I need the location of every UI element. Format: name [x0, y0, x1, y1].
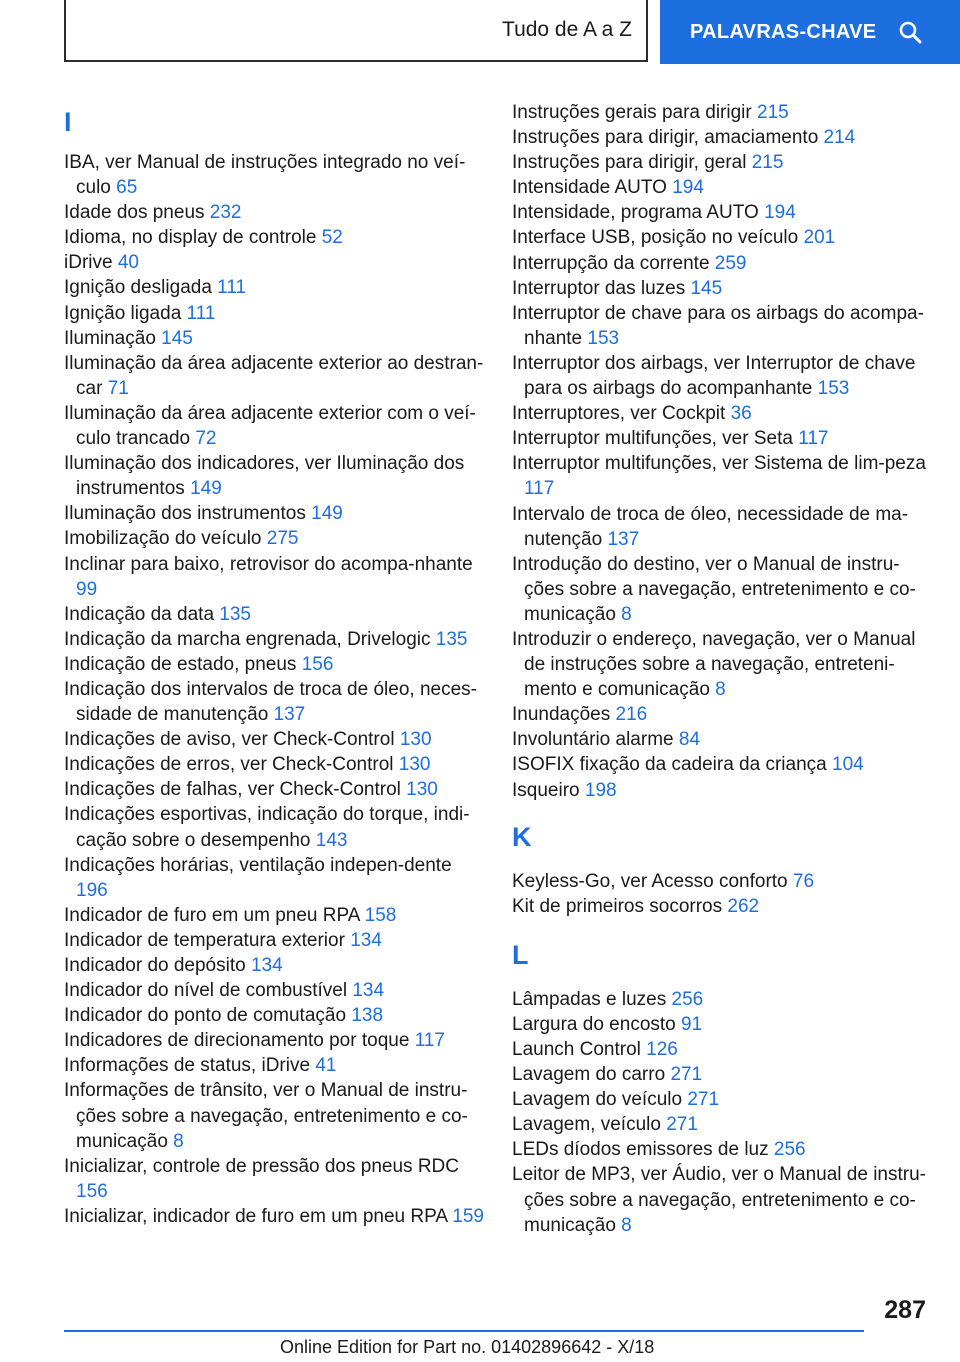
index-entry [64, 301, 484, 326]
page-link[interactable]: 111 [186, 302, 216, 324]
entry-text: Introdução do destino, ver o Manual de instru-ções sobre a navegação, entretenimento e co-municação [512, 553, 916, 625]
page-link[interactable]: 196 [76, 879, 108, 901]
index-entry [64, 225, 484, 250]
index-entry [64, 802, 484, 852]
entry-text: Indicação de estado, pneus [64, 653, 297, 675]
section-letter-l: L [512, 939, 529, 970]
page-link[interactable]: 138 [351, 1005, 384, 1027]
index-entry [64, 853, 484, 903]
index-entry [64, 275, 484, 300]
page-link[interactable]: 215 [751, 152, 784, 174]
entry-text: Iluminação dos indicadores, ver Iluminação dos instrumentos [64, 453, 465, 500]
page-link[interactable]: 36 [730, 403, 752, 425]
page-link[interactable]: 256 [773, 1139, 806, 1161]
entry-text: Iluminação [64, 327, 156, 349]
page-link[interactable]: 117 [414, 1030, 445, 1052]
page-link[interactable]: 149 [311, 503, 343, 525]
index-entry [512, 301, 930, 351]
index-entry [64, 1028, 484, 1053]
page-link[interactable]: 145 [161, 327, 193, 349]
page-link[interactable]: 130 [399, 729, 432, 751]
page-number: 287 [884, 1296, 926, 1324]
page-link[interactable]: 215 [757, 102, 789, 123]
search-icon [898, 20, 922, 44]
page-link[interactable]: 194 [672, 177, 704, 199]
entry-text: Informações de trânsito, ver o Manual de instru-ções sobre a navegação, entretenimento e co-municação [64, 1080, 468, 1152]
page-link[interactable]: 72 [195, 428, 217, 450]
page-link[interactable]: 84 [678, 729, 701, 751]
page-link[interactable]: 134 [250, 955, 283, 976]
index-column-left [64, 100, 484, 1229]
page-link[interactable]: 137 [273, 704, 306, 726]
entries-l [512, 987, 930, 1238]
tab-keywords[interactable] [660, 0, 960, 64]
index-entry [512, 175, 930, 200]
page-link[interactable]: 40 [117, 252, 139, 274]
entry-text: Idade dos pneus [64, 202, 205, 224]
index-entry [64, 1053, 484, 1078]
index-entry [64, 652, 484, 677]
entry-text: Indicações de aviso, ver Check-Control [64, 729, 395, 751]
page-link[interactable]: 271 [687, 1089, 720, 1111]
entry-text: Iluminação da área adjacente exterior ao destran-car [64, 352, 484, 399]
entry-text: Interruptor multifunções, ver Sistema de lim-peza [512, 453, 926, 475]
index-entry [512, 727, 930, 752]
page-link[interactable]: 143 [315, 829, 348, 851]
index-entry [512, 1137, 930, 1162]
page-link[interactable]: 8 [173, 1130, 184, 1152]
entry-text: Iluminação da área adjacente exterior com o veí-culo trancado [64, 402, 476, 450]
index-entry [512, 1012, 930, 1037]
index-entry [64, 526, 484, 551]
index-entry [512, 351, 930, 401]
page-link[interactable]: 145 [690, 277, 723, 299]
index-entry [512, 778, 930, 803]
entry-text: Instruções para dirigir, amaciamento [512, 127, 819, 149]
entry-text: iDrive [64, 252, 113, 274]
index-entry [512, 1162, 930, 1237]
entry-text: Keyless-Go, ver Acesso conforto [512, 870, 788, 892]
entry-text: Indicações de erros, ver Check-Control [64, 754, 394, 776]
entry-text: Interruptor multifunções, ver Seta [512, 428, 793, 450]
entry-text: Indicador do ponto de comutação [64, 1005, 347, 1027]
index-entry [64, 928, 484, 953]
page-link[interactable]: 76 [792, 870, 815, 892]
entry-text: Leitor de MP3, ver Áudio, ver o Manual de instru-ções sobre a navegação, entretenimento e co-municação [512, 1164, 926, 1236]
page-link[interactable]: 71 [107, 377, 129, 399]
index-entry [64, 978, 484, 1003]
entry-text: IBA, ver Manual de instruções integrado no veí-culo [64, 152, 466, 199]
page-link[interactable]: 156 [301, 653, 334, 675]
entry-text: Instruções gerais para dirigir [512, 102, 752, 123]
page-link[interactable]: 149 [190, 478, 222, 500]
index-entry [512, 702, 930, 727]
page-link[interactable]: 8 [621, 1214, 632, 1236]
index-entry [512, 426, 930, 451]
entry-text: Indicador de furo em um pneu RPA [64, 904, 360, 926]
page-link[interactable]: 65 [116, 177, 138, 199]
page-link[interactable]: 41 [315, 1055, 337, 1077]
index-entry [512, 869, 930, 894]
page-link[interactable]: 117 [798, 428, 829, 450]
entry-text: Imobilização do veículo [64, 528, 262, 550]
index-column-right [512, 100, 930, 1238]
entry-text: Indicadores de direcionamento por toque [64, 1030, 410, 1052]
entry-text: Lavagem do carro [512, 1064, 666, 1086]
entry-text: Ignição ligada [64, 302, 182, 324]
index-entry [64, 602, 484, 627]
index-entry [512, 150, 930, 175]
page-link[interactable]: 91 [681, 1013, 703, 1035]
page-link[interactable]: 135 [219, 603, 251, 625]
entry-text: Introduzir o endereço, navegação, ver o Manual de instruções sobre a navegação, entreteni-mento e comunicação [512, 628, 916, 701]
index-entry [64, 326, 484, 351]
page-link[interactable]: 159 [452, 1205, 484, 1227]
page-link[interactable]: 130 [398, 754, 431, 776]
page-link[interactable]: 104 [832, 754, 864, 776]
entry-text: Indicador do depósito [64, 955, 246, 976]
index-entry [64, 351, 484, 401]
page-link[interactable]: 158 [364, 904, 397, 926]
entry-text: Indicador de temperatura exterior [64, 929, 345, 951]
entry-text: Kit de primeiros socorros [512, 895, 723, 917]
index-entry [512, 100, 930, 125]
page-link[interactable]: 194 [764, 202, 796, 224]
tab-keywords-label: PALAVRAS-CHAVE [690, 20, 877, 43]
entry-text: Idioma, no display de controle [64, 227, 317, 249]
index-entry [512, 451, 930, 501]
page-link[interactable]: 198 [584, 779, 617, 801]
index-entry [64, 752, 484, 777]
page-link[interactable]: 99 [76, 578, 98, 600]
index-entry [64, 401, 484, 451]
entry-text: Intensidade, programa AUTO [512, 202, 759, 224]
page-link[interactable]: 256 [671, 988, 704, 1010]
page-link[interactable]: 137 [607, 528, 640, 550]
page-link[interactable]: 153 [587, 327, 620, 349]
page-link[interactable]: 214 [823, 127, 856, 149]
entry-text: Intensidade AUTO [512, 177, 667, 199]
page-link[interactable]: 216 [615, 704, 648, 726]
index-entry [512, 225, 930, 250]
page-link[interactable]: 8 [621, 603, 632, 625]
entry-text: Interrupção da corrente [512, 252, 710, 274]
index-entry [64, 627, 484, 652]
index-entry [512, 1087, 930, 1112]
index-entry [512, 1112, 930, 1137]
page-link[interactable]: 201 [803, 227, 836, 249]
entry-text: Largura do encosto [512, 1013, 676, 1035]
index-entry [64, 552, 484, 602]
entry-text: Indicações horárias, ventilação indepen-dente [64, 854, 452, 876]
index-entry [512, 987, 930, 1012]
page-link[interactable]: 271 [670, 1064, 703, 1086]
entry-text: Ignição desligada [64, 277, 212, 299]
index-entry [512, 894, 930, 919]
section-letter-i: I [64, 107, 72, 137]
entry-text: Indicação dos intervalos de troca de óleo, neces-sidade de manutenção [64, 678, 477, 726]
entry-text: Intervalo de troca de óleo, necessidade de ma-nutenção [512, 503, 909, 550]
page-link[interactable]: 52 [321, 227, 343, 249]
entry-text: Involuntário alarme [512, 729, 674, 751]
entry-text: Indicações de falhas, ver Check-Control [64, 779, 401, 801]
entry-text: Indicação da marcha engrenada, Drivelogic [64, 628, 431, 650]
page-link[interactable]: 134 [352, 980, 385, 1002]
page-link[interactable]: 134 [350, 929, 382, 951]
entry-text: Lavagem, veículo [512, 1114, 661, 1136]
tab-a-to-z-label: Tudo de A a Z [502, 18, 632, 41]
page-link[interactable]: 135 [435, 628, 468, 650]
entry-text: Lâmpadas e luzes [512, 988, 667, 1010]
entry-text: Indicação da data [64, 603, 215, 625]
page-link[interactable]: 259 [714, 252, 747, 274]
index-entry [64, 677, 484, 727]
section-letter-k: K [512, 821, 532, 852]
index-entry [512, 1062, 930, 1087]
index-entry [64, 1204, 484, 1229]
page-link[interactable]: 232 [209, 202, 242, 224]
index-entry [512, 401, 930, 426]
entry-text: Inclinar para baixo, retrovisor do acompa-nhante [64, 553, 473, 575]
entry-text: Lavagem do veículo [512, 1089, 683, 1111]
entry-text: LEDs díodos emissores de luz [512, 1139, 769, 1161]
entry-text: Indicador do nível de combustível [64, 980, 348, 1002]
index-entry [64, 1154, 484, 1204]
entry-text: Isqueiro [512, 779, 580, 801]
index-entry [64, 903, 484, 928]
page-link[interactable]: 8 [715, 679, 726, 701]
index-entry [512, 276, 930, 301]
page-link[interactable]: 275 [266, 528, 299, 550]
tab-a-to-z[interactable] [64, 0, 648, 62]
index-entry [64, 727, 484, 752]
index-entry [512, 200, 930, 225]
page-link[interactable]: 153 [817, 378, 850, 400]
index-entry [64, 777, 484, 802]
entries-k [512, 869, 930, 919]
index-entry [64, 1003, 484, 1028]
page-link[interactable]: 117 [524, 478, 555, 500]
page-link[interactable]: 271 [666, 1114, 698, 1136]
entry-text: Interruptor das luzes [512, 277, 686, 299]
top-navigation [0, 0, 960, 66]
index-entry [64, 451, 484, 501]
index-entry [512, 627, 930, 702]
index-entry [512, 552, 930, 627]
entry-text: Indicações esportivas, indicação do torque, indi-cação sobre o desempenho [64, 804, 470, 851]
footer-divider [64, 1330, 864, 1332]
entries-i-right [512, 100, 930, 803]
entry-text: Iluminação dos instrumentos [64, 503, 306, 525]
entry-text: Inicializar, indicador de furo em um pneu RPA [64, 1205, 448, 1227]
index-entry [64, 501, 484, 526]
entry-text: ISOFIX fixação da cadeira da criança [512, 754, 827, 776]
entries-i-left [64, 150, 484, 1229]
index-entry [64, 1078, 484, 1153]
index-entry [512, 752, 930, 777]
index-entry [64, 250, 484, 275]
index-entry [512, 502, 930, 552]
page-link[interactable]: 111 [217, 277, 247, 299]
index-entry [512, 1037, 930, 1062]
entry-text: Interruptor dos airbags, ver Interruptor de chave para os airbags do acompanhante [512, 352, 916, 400]
entry-text: Interruptores, ver Cockpit [512, 403, 726, 425]
entry-text: Interface USB, posição no veículo [512, 227, 799, 249]
entry-text: Instruções para dirigir, geral [512, 152, 747, 174]
entry-text: Launch Control [512, 1039, 641, 1060]
page-link[interactable]: 130 [406, 779, 438, 801]
page-link[interactable]: 262 [727, 895, 760, 917]
index-entry [64, 953, 484, 978]
entry-text: Informações de status, iDrive [64, 1055, 311, 1077]
page-link[interactable]: 156 [76, 1180, 108, 1202]
entry-text: Inicializar, controle de pressão dos pneus RDC [64, 1155, 459, 1177]
edition-note: Online Edition for Part no. 01402896642 - X/18 [280, 1337, 655, 1357]
index-entry [512, 125, 930, 150]
entry-text: Interruptor de chave para os airbags do acompa-nhante [512, 302, 924, 349]
index-entry [512, 251, 930, 276]
index-entry [64, 200, 484, 225]
entry-text: Inundações [512, 704, 611, 726]
page-link[interactable]: 126 [646, 1039, 678, 1060]
index-entry [64, 150, 484, 200]
